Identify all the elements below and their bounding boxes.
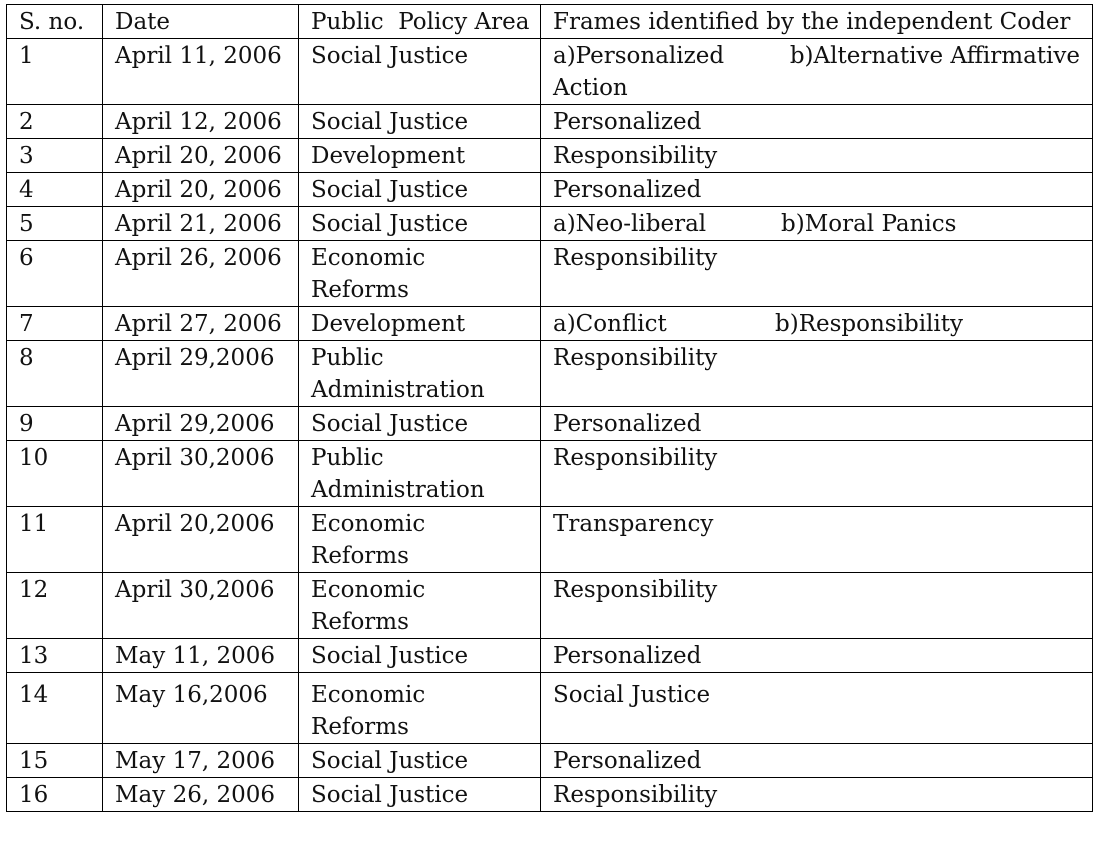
cell-sno: 13	[7, 639, 103, 673]
cell-frames: Responsibility	[541, 441, 1093, 507]
cell-date: April 30,2006	[103, 441, 299, 507]
cell-frames: Social Justice	[541, 673, 1093, 744]
cell-area: Social Justice	[299, 407, 541, 441]
table-row	[7, 441, 1093, 507]
cell-date: April 11, 2006	[103, 39, 299, 105]
header-frames: Frames identified by the independent Coder	[541, 5, 1093, 39]
header-area: Public Policy Area	[299, 5, 541, 39]
cell-frames: Responsibility	[541, 241, 1093, 307]
frame-a: a)Personalized	[553, 43, 725, 69]
cell-frames	[541, 39, 1093, 105]
cell-sno: 11	[7, 507, 103, 573]
cell-area: Development	[299, 307, 541, 341]
cell-frames: Personalized	[541, 407, 1093, 441]
cell-sno: 10	[7, 441, 103, 507]
cell-area: Social Justice	[299, 778, 541, 812]
cell-sno: 16	[7, 778, 103, 812]
cell-sno: 4	[7, 173, 103, 207]
cell-sno: 2	[7, 105, 103, 139]
frame-pair	[553, 40, 1082, 72]
table-row	[7, 744, 1093, 778]
cell-frames: Personalized	[541, 639, 1093, 673]
cell-sno: 1	[7, 39, 103, 105]
cell-date: May 17, 2006	[103, 744, 299, 778]
cell-area: Social Justice	[299, 105, 541, 139]
header-date: Date	[103, 5, 299, 39]
cell-sno: 12	[7, 573, 103, 639]
cell-sno: 6	[7, 241, 103, 307]
cell-area: Social Justice	[299, 173, 541, 207]
cell-sno: 8	[7, 341, 103, 407]
cell-date: April 29,2006	[103, 407, 299, 441]
frame-pair	[553, 208, 1082, 240]
frame-a: a)Neo-liberal	[553, 211, 707, 237]
cell-frames	[541, 307, 1093, 341]
table-row	[7, 139, 1093, 173]
cell-area: Economic Reforms	[299, 241, 541, 307]
cell-sno: 5	[7, 207, 103, 241]
cell-area: Economic Reforms	[299, 507, 541, 573]
header-sno: S. no.	[7, 5, 103, 39]
cell-date: May 16,2006	[103, 673, 299, 744]
frame-b: b)Moral Panics	[781, 211, 957, 237]
cell-date: April 26, 2006	[103, 241, 299, 307]
cell-date: April 27, 2006	[103, 307, 299, 341]
table-row	[7, 39, 1093, 105]
frame-a: a)Conflict	[553, 311, 667, 337]
cell-sno: 15	[7, 744, 103, 778]
cell-area: Economic Reforms	[299, 673, 541, 744]
frame-pair	[553, 308, 1082, 340]
cell-date: May 11, 2006	[103, 639, 299, 673]
cell-sno: 7	[7, 307, 103, 341]
table-row	[7, 241, 1093, 307]
cell-area: Social Justice	[299, 39, 541, 105]
cell-date: April 20, 2006	[103, 139, 299, 173]
cell-frames: Responsibility	[541, 573, 1093, 639]
cell-area: Public Administration	[299, 441, 541, 507]
frame-continuation: Action	[553, 75, 628, 101]
cell-frames	[541, 207, 1093, 241]
table-row	[7, 573, 1093, 639]
table-row	[7, 673, 1093, 744]
cell-date: April 21, 2006	[103, 207, 299, 241]
cell-date: April 20, 2006	[103, 173, 299, 207]
cell-frames: Personalized	[541, 173, 1093, 207]
cell-date: April 12, 2006	[103, 105, 299, 139]
cell-frames: Responsibility	[541, 341, 1093, 407]
cell-area: Development	[299, 139, 541, 173]
cell-frames: Personalized	[541, 744, 1093, 778]
cell-sno: 14	[7, 673, 103, 744]
table-row	[7, 507, 1093, 573]
table-row	[7, 105, 1093, 139]
cell-frames: Responsibility	[541, 139, 1093, 173]
header-row	[7, 5, 1093, 39]
cell-area: Public Administration	[299, 341, 541, 407]
cell-sno: 9	[7, 407, 103, 441]
cell-date: April 29,2006	[103, 341, 299, 407]
table-row	[7, 173, 1093, 207]
cell-sno: 3	[7, 139, 103, 173]
frame-b: b)Alternative Affirmative	[789, 43, 1080, 69]
frame-b: b)Responsibility	[775, 311, 963, 337]
cell-date: April 20,2006	[103, 507, 299, 573]
cell-frames: Transparency	[541, 507, 1093, 573]
table-row	[7, 639, 1093, 673]
cell-area: Economic Reforms	[299, 573, 541, 639]
cell-area: Social Justice	[299, 207, 541, 241]
cell-area: Social Justice	[299, 639, 541, 673]
table-row	[7, 307, 1093, 341]
cell-frames: Responsibility	[541, 778, 1093, 812]
cell-area: Social Justice	[299, 744, 541, 778]
cell-frames: Personalized	[541, 105, 1093, 139]
cell-date: April 30,2006	[103, 573, 299, 639]
table-row	[7, 778, 1093, 812]
frames-table	[6, 4, 1093, 812]
table-row	[7, 341, 1093, 407]
cell-date: May 26, 2006	[103, 778, 299, 812]
table-row	[7, 207, 1093, 241]
table-row	[7, 407, 1093, 441]
